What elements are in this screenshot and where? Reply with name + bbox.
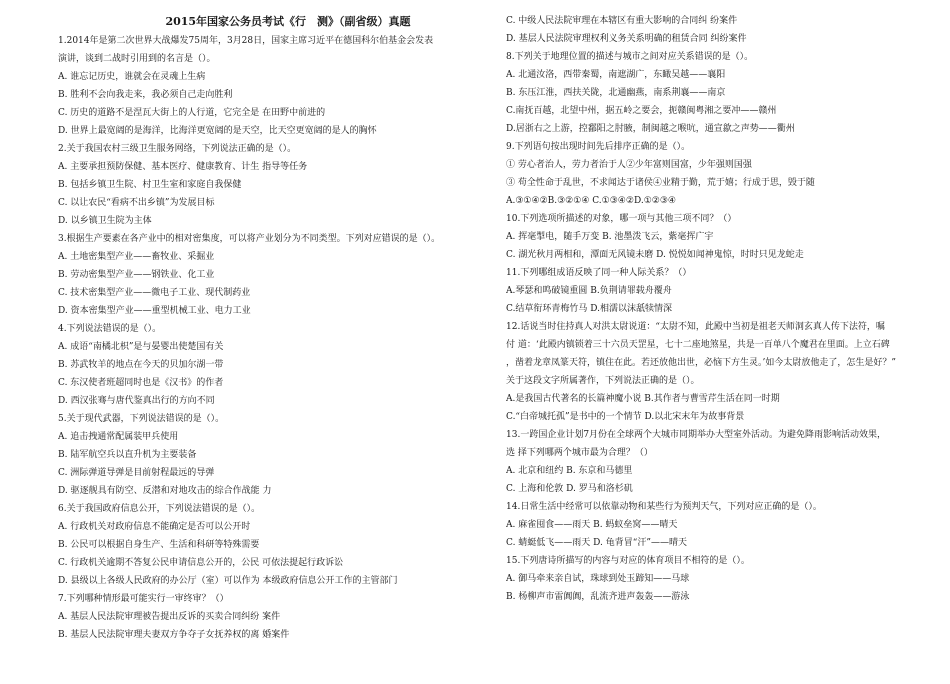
text-line: A. 土地密集型产业——畜牧业、采掘业 [58, 252, 215, 262]
text-line: A.是我国古代著名的长篇神魔小说 B.其作者与曹雪芹生活在同一时期 [506, 394, 780, 404]
text-line: A. 追击拽通常配属装甲兵使用 [58, 432, 179, 442]
text-line: B. 胜利不会向我走来，我必须自己走向胜利 [58, 90, 233, 100]
text-line: ，凿着龙章凤篆天符，镇住在此。若还放他出世，必恼下方生灵。’如今太尉放他走了，怎生是好？” [506, 358, 896, 368]
text-line: A. 基层人民法院审理被告提出反诉的买卖合同纠纷 案件 [58, 612, 281, 622]
text-line: C.“白帝城托孤”是书中的一个情节 D.以北宋末年为故事背景 [506, 412, 745, 422]
text-line: B. 杨柳声市雷阗阗，乱流齐进声轰轰——游泳 [506, 592, 690, 602]
text-line: C. 湖光秋月两相和，潭面无风镜未磨 D. 悦悦如闻神鬼惊，时时只见龙蛇走 [506, 250, 804, 260]
text-line: A. 主要承担预防保健、基本医疗、健康教育、计生 指导等任务 [58, 162, 308, 172]
text-line: 10.下列选项所描述的对象，哪一项与其他三项不同？（） [506, 214, 737, 224]
text-line: 8.下列关于地理位置的描述与城市之间对应关系错误的是（）。 [506, 52, 754, 62]
text-line: C. 蜻蜓低飞——雨天 D. 龟背冒“汗”——晴天 [506, 538, 687, 548]
text-line: A. 成语“南橘北枳”是与晏婴出使楚国有关 [58, 342, 224, 352]
text-line: 11.下列哪组成语反映了同一种人际关系？（） [506, 268, 692, 278]
text-line: D. 以乡镇卫生院为主体 [58, 216, 152, 226]
text-line: D. 县级以上各级人民政府的办公厅（室）可以作为 本级政府信息公开工作的主管部门 [58, 576, 398, 586]
text-line: 13.一跨国企业计划7月份在全球两个大城市同期举办大型室外活动。为避免降雨影响活动效果， [506, 430, 887, 440]
text-line: A. 御马牵来亲自试，珠球到处玉蹄知——马球 [506, 574, 690, 584]
text-line: A. 谁忘记历史，谁就会在灵魂上生病 [58, 72, 206, 82]
text-line: 演讲，谈到二战时引用到的名言是（）。 [58, 54, 216, 64]
text-line: 12.话说当时住持真人对洪太尉说道：“太尉不知，此殿中当初是祖老天师洞玄真人传下法符，嘱 [506, 322, 885, 332]
text-line: C. 东汉使者班超同时也是《汉书》的作者 [58, 378, 224, 388]
text-line: B. 陆军航空兵以直升机为主要装备 [58, 450, 197, 460]
text-line: C. 洲际弹道导弹是目前射程最远的导弹 [58, 468, 215, 478]
left-question-list [58, 32, 488, 644]
text-line: ① 劳心者治人，劳力者治于人②少年富则国富，少年强则国强 [506, 160, 752, 170]
text-line: 选 择下列哪两个城市最为合理？（） [506, 448, 653, 458]
text-line: A.③①④②B.③②①④ C.①③④②D.①②③④ [506, 196, 676, 206]
text-line: B. 苏武牧羊的地点在今天的贝加尔湖一带 [58, 360, 224, 370]
text-line: D. 西汉张骞与唐代鉴真出行的方向不同 [58, 396, 215, 406]
text-line: D. 资本密集型产业——重型机械工业、电力工业 [58, 306, 251, 316]
text-line: 5.关于现代武器，下列说法错误的是（）。 [58, 414, 225, 424]
text-line: A. 挥毫掣电，随手万变 B. 池墨泼飞云，紫毫挥广宇 [506, 232, 714, 242]
text-line: ③ 苟全性命于乱世，不求闻达于诸侯④业精于勤，荒于嬉；行成于思，毁于随 [506, 178, 815, 188]
text-line: 1.2014年是第二次世界大战爆发75周年，3月28日，国家主席习近平在德国科尔伯基金会发表 [58, 36, 434, 46]
text-line: B. 公民可以根据自身生产、生活和科研等特殊需要 [58, 540, 260, 550]
text-line: B. 劳动密集型产业——钢铁业、化工业 [58, 270, 215, 280]
text-line: D.居浙右之上游，控鄱阳之肘腋，制闽越之喉吭，通宣歙之声势——衢州 [506, 124, 795, 134]
text-line: C.结草衔环青梅竹马 D.相濡以沫舐犊情深 [506, 304, 673, 314]
text-line: 2.关于我国农村三级卫生服务网络，下列说法正确的是（）。 [58, 144, 297, 154]
text-line: C. 历史的道路不是涅瓦大街上的人行道，它完全是 在田野中前进的 [58, 108, 326, 118]
text-line: A. 北京和纽约 B. 东京和马德里 [506, 466, 633, 476]
text-line: A. 北通汝洛，西带秦蜀，南遮湖广，东瞰吴越——襄阳 [506, 70, 726, 80]
text-line: B. 基层人民法院审理夫妻双方争夺子女抚养权的离 婚案件 [58, 630, 290, 640]
text-line: C. 中级人民法院审理在本辖区有重大影响的合同纠 纷案件 [506, 16, 738, 26]
text-line: C.南抚百越，北望中州，据五岭之要会，扼赣闽粤湘之要冲——赣州 [506, 106, 777, 116]
text-line: 7.下列哪种情形最可能实行一审终审？（） [58, 594, 229, 604]
right-question-list [506, 12, 936, 606]
text-line: 6.关于我国政府信息公开，下列说法错误的是（）。 [58, 504, 261, 514]
text-line: 14.日常生活中经常可以依靠动物和某些行为预判天气，下列对应正确的是（）。 [506, 502, 822, 512]
text-line: 付 道：‘此殿内镇锁着三十六员天罡星，七十二座地煞星，共是一百单八个魔君在里面。上立石碑 [506, 340, 890, 350]
text-line: A.琴瑟和鸣破镜重圆 B.负荆请罪载舟覆舟 [506, 286, 672, 296]
left-column [58, 12, 488, 684]
text-line: D. 基层人民法院审理权利义务关系明确的租赁合同 纠纷案件 [506, 34, 747, 44]
text-line: C. 行政机关逾期不答复公民申请信息公开的，公民 可依法提起行政诉讼 [58, 558, 344, 568]
text-line: B. 包括乡镇卫生院、村卫生室和家庭自我保健 [58, 180, 242, 190]
right-column [506, 12, 936, 684]
text-line: D. 世界上最宽阔的是海洋，比海洋更宽阔的是天空，比天空更宽阔的是人的胸怀 [58, 126, 377, 136]
text-line: D. 驱逐舰具有防空、反潜和对地攻击的综合作战能 力 [58, 486, 272, 496]
text-line: 3.根据生产要素在各产业中的相对密集度，可以将产业划分为不同类型。下列对应错误的是（）。 [58, 234, 441, 244]
text-line: 15.下列唐诗所描写的内容与对应的体育项目不相符的是（）。 [506, 556, 750, 566]
text-line: C. 以让农民“看病不出乡镇”为发展目标 [58, 198, 215, 208]
text-line: 4.下列说法错误的是（）。 [58, 324, 162, 334]
text-line: B. 东压江淮，西扶关陇，北通幽燕，南系荆襄——南京 [506, 88, 726, 98]
text-line: 9.下列语句按出现时间先后排序正确的是（）。 [506, 142, 691, 152]
text-line: C. 技术密集型产业——微电子工业、现代制药业 [58, 288, 251, 298]
text-line: C. 上海和伦敦 D. 罗马和洛杉矶 [506, 484, 633, 494]
text-line: A. 麻雀囤食——雨天 B. 蚂蚁垒窝——晴天 [506, 520, 678, 530]
text-line: A. 行政机关对政府信息不能确定是否可以公开时 [58, 522, 251, 532]
text-line: 关于这段文字所属著作，下列说法正确的是（）。 [506, 376, 700, 386]
page-title: 2015年国家公务员考试《行 测》（副省级）真题 [165, 15, 411, 28]
